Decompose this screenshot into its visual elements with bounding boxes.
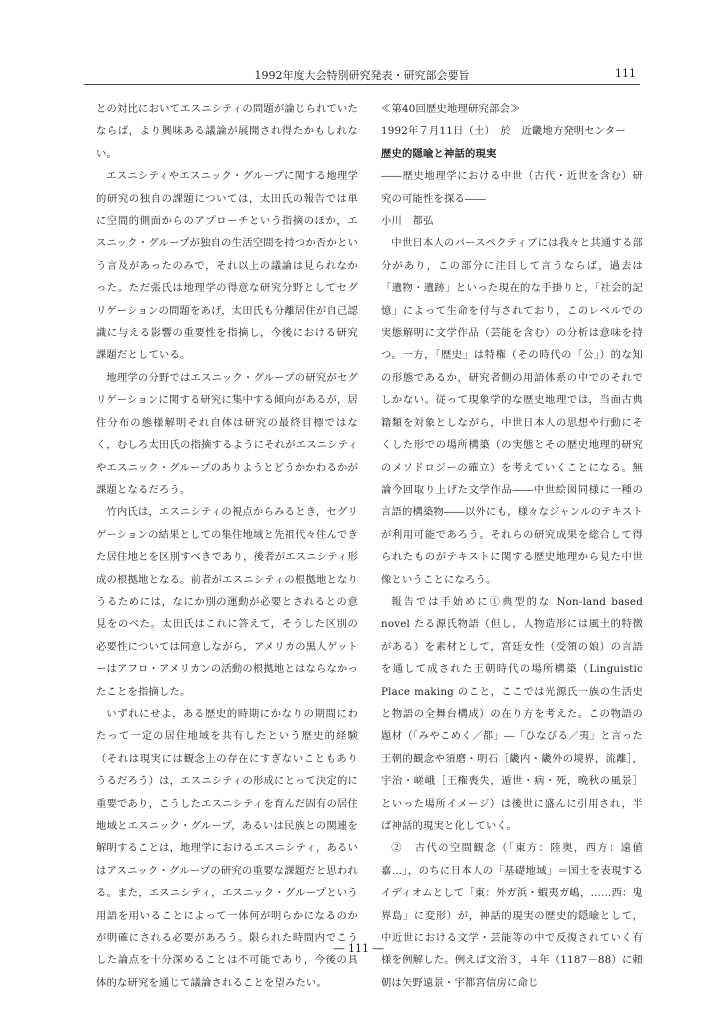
paragraph: 中世日本人のパースペクティブには我々と共通する部分があり，この部分に注目して言うならば，過去は「遺物・遺跡」といった現在的な手掛りと，「社会的記憶」によって生命を付与されており，このレベルでの実態解明に文学作品（芸能を含む）の分析は意味を持つ。一方，「歴史」は特権（その時代の「公」）的な知の形態であるか，研究者側の用語体系の中でのそれでしかない。従って現象学的な歴史地理では，当面古典籍類を対象としながら，中世日本人の思想や行動にそくした形での場所構築（の実態とその歴史地理的研究のメソドロジーの確立）を考えていくことになる。無論今回取り上げた文学作品――中世絵図同様に一種の言語的構築物――以外にも，様々なジャンルのテキストが利用可能であろう。それらの研究成果を総合して得られたものがテキストに関する歴史地理から見た中世像ということになろう。 xyxy=(381,237,643,586)
paper-title: 歴史的隠喩と神話的現実 xyxy=(381,147,497,160)
right-column xyxy=(381,98,643,994)
paragraph: との対比においてエスニシティの問題が論じられていたならば，より興味ある議論が展開され得たかもしれない。 xyxy=(96,103,358,160)
paragraph: いずれにせよ，ある歴史的時期にかなりの期間にわたって一定の居住地域を共有したという歴史的経験（それは現実には観念上の存在にすぎないこともありうるだろう）は，エスニシティの形成にとって決定的に重要であり，こうしたエスニシティを育んだ固有の居住地域とエスニック・グループ，あるいは民族との関連を解明することは，地理学におけるエスニシティ，あるいはアスニック・グループの研究の重要な課題だと思われる。また，エスニシティ，エスニック・グループという用語を用いることによって一体何が明らかになるのかが明確にされる必要があろう。限られた時間内でこうした論点を十分深めることは不可能であり，今後の具体的な研究を通じて議論されることを望みたい。 xyxy=(96,707,358,989)
left-column xyxy=(96,98,358,994)
paragraph: 地理学の分野ではエスニック・グループの研究がセグリゲーションに関する研究に集中する傾向があるが，居住分布の態様解明それ自体は研究の最終目標ではなく，むしろ太田氏の指摘するようにそれがエスニシティやエスニック・グループのありようとどうかかわるかが課題となるだろう。 xyxy=(96,371,358,496)
paragraph: エスニシティやエスニック・グループに関する地理学的研究の独自の課題については，太田氏の報告では単に空間的側面からのアプローチという指摘のほか，エスニック・グループが独自の生活空間を持つか否かという言及があったのみで，それ以上の議論は見られなかった。ただ張氏は地理学の得意な研究分野としてセグリゲーションの問題をあげ，太田氏も分離居住が自己認識に与える影響の重要性を指摘し，今後における研究課題だとしている。 xyxy=(96,170,358,362)
paper-subtitle: ――歴史地理学における中世（古代・近世を含む）研究の可能性を探る―― xyxy=(381,170,643,205)
paragraph: ② 古代の空間観念（「東方：陸奥，西方：遠値嘉…」，のちに日本人の「基礎地域」＝国土を表現するイディオムとして「東：外ガ浜・蝦夷ガ嶋，……西：鬼界島」に変形）が，神話的現実の歴史的隠喩として，中近世における文学・芸能等の中で反復されていく有様を例解した。例えば文治３，４年（1187－88）に頼朝は矢野遠景・宇都宮信房に命じ xyxy=(381,842,643,989)
journal-title: 1992年度大会特別研究発表・研究部会要旨 xyxy=(254,69,470,82)
page-number: 111 xyxy=(615,67,636,80)
paragraph: 竹内氏は，エスニシティの視点からみるとき，セグリゲーションの結果としての集住地域と先祖代々住んできた居住地とを区別すべきであり，後者がエスニシティ形成の根拠地となる。前者がエスニシティの根拠地となりうるためには，なにか別の運動が必要とされるとの意見をのべた。太田氏はこれに答えて，そうした区別の必要性については同意しながら，アメリカの黒人ゲットーはアフロ・アメリカンの活動の根拠地とはならなかったことを指摘した。 xyxy=(96,506,359,698)
meeting-date: 1992年７月11日（土） 於 近畿地方発明センター xyxy=(381,125,626,138)
section-heading: ≪第40回歴史地理研究部会≫ xyxy=(381,103,521,115)
author-name: 小川 都弘 xyxy=(381,215,434,228)
paragraph: 報告では手始めに①典型的な Non-land based novel たる源氏物語（但し，人物造形には風土的特徴がある）を素材として，宮廷女性（受領の娘）の言語を通して成された王朝時代の場所構築（Linguistic Place making のこと，ここでは光源氏一族の生活史と物語の全舞台構成）の在り方を考えた。この物語の題材（「みやこめく／都」―「ひなびる／夷」と言った王朝的観念や須磨・明石［畿内・畿外の境界，流離］，宇治・嵯峨［王権喪失，遁世・病・死，晩秋の風景］といった場所イメージ）は後世に盛んに引用され，半ば神話的現実と化していく。 xyxy=(381,595,643,832)
running-header xyxy=(84,64,640,85)
page-footer: ― 111 ― xyxy=(333,942,384,955)
